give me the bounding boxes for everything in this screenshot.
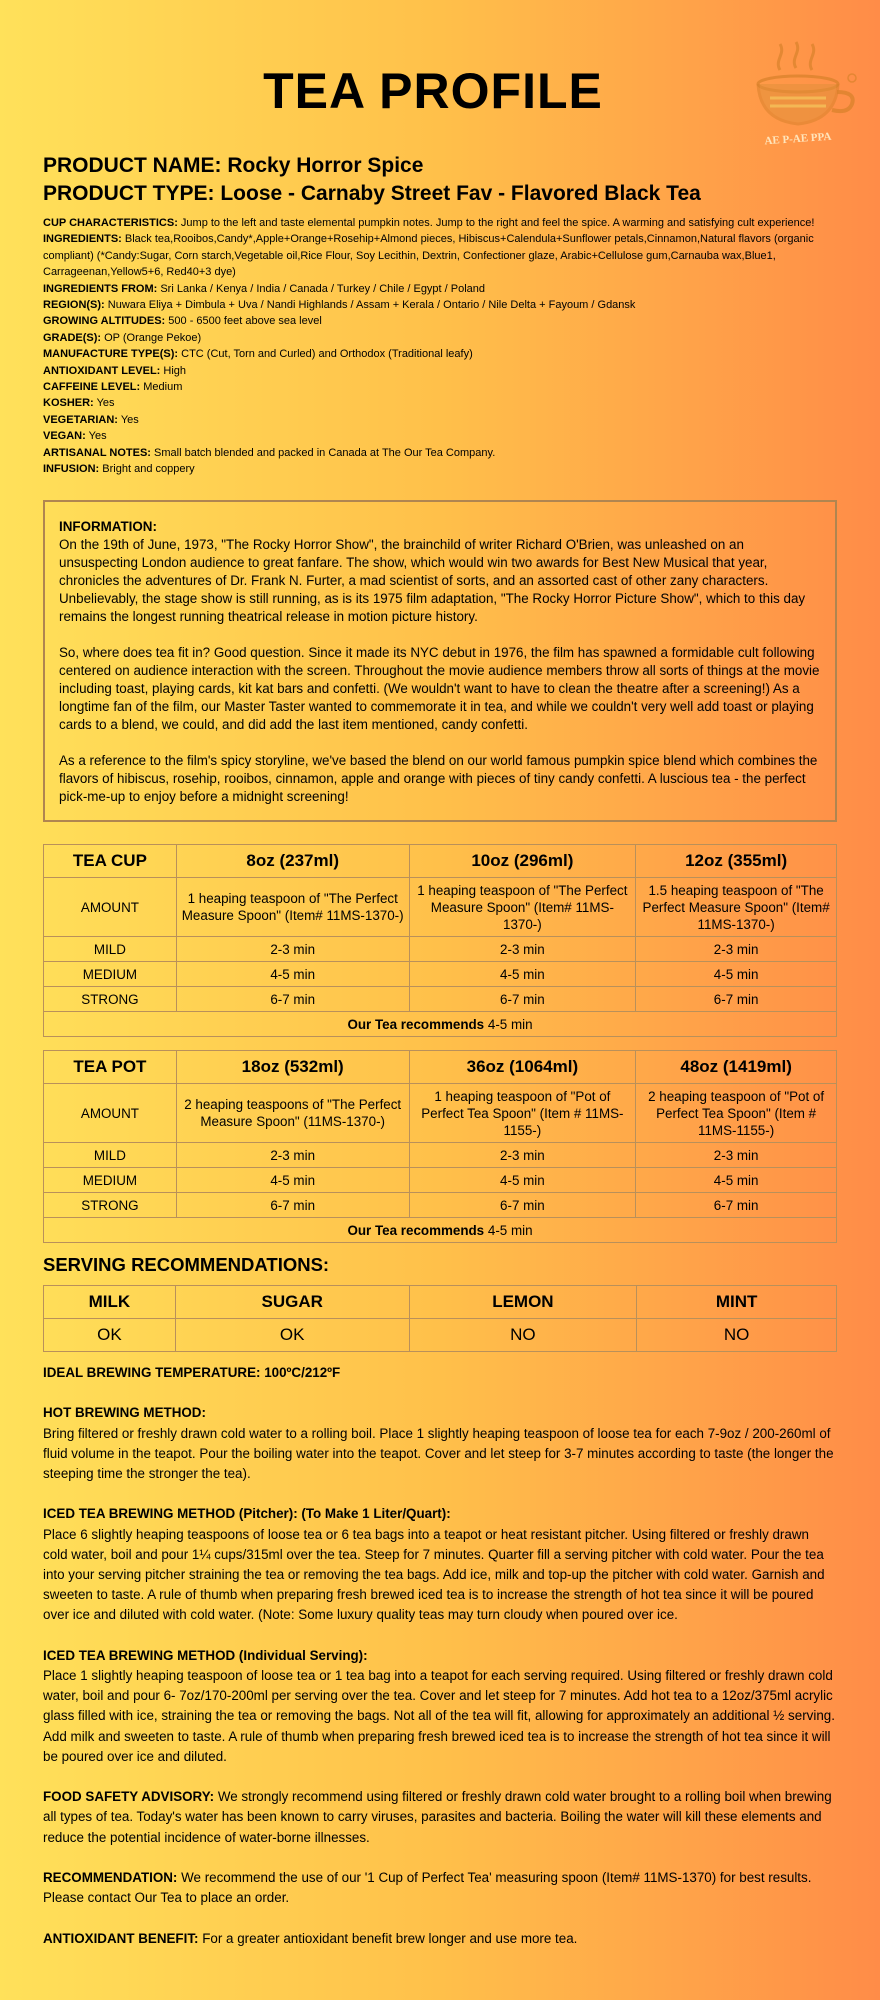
table-cell: STRONG [44, 1193, 177, 1218]
information-box [43, 500, 837, 822]
table-cell: 6-7 min [636, 1193, 837, 1218]
information-paragraph: On the 19th of June, 1973, "The Rocky Horror Show", the brainchild of writer Richard O'Brien, was unleashed on an unsuspecting London audience to great fanfare. The show, which would win two awards for Best New Musical that year, chronicles the adventures of Dr. Frank N. Furter, a mad scientist of sorts, and an assorted cast of other zany characters. Unbelievably, the stage show is still running, as is its 1975 film adaptation, "The Rocky Horror Picture Show", which to this day remains the longest running theatrical release in motion picture history. [59, 537, 806, 624]
table-cell: SUGAR [175, 1286, 409, 1319]
spec-label: REGION(S): [43, 299, 105, 312]
table-cell: AMOUNT [44, 1084, 177, 1143]
table-cell: 6-7 min [176, 987, 409, 1012]
table-cell: 48oz (1419ml) [636, 1051, 837, 1084]
table-cell: NO [409, 1319, 637, 1352]
table-cell: 1 heaping teaspoon of "The Perfect Measure Spoon" (Item# 11MS-1370-) [176, 878, 409, 937]
serving-table [43, 1285, 837, 1352]
table-cell: 4-5 min [409, 1168, 636, 1193]
table-cell: MILD [44, 1143, 177, 1168]
table-cell: 2-3 min [636, 937, 837, 962]
spec-value: Small batch blended and packed in Canada at The Our Tea Company. [154, 446, 496, 459]
table-cell: 18oz (532ml) [176, 1051, 409, 1084]
table-cell: 2-3 min [636, 1143, 837, 1168]
tea-cup-table [43, 844, 837, 1037]
spec-label: ARTISANAL NOTES: [43, 446, 151, 459]
table-cell: 4-5 min [636, 962, 837, 987]
tea-pot-table [43, 1050, 837, 1243]
table-cell: 2-3 min [176, 1143, 409, 1168]
table-cell: 4-5 min [176, 1168, 409, 1193]
spec-label: VEGETARIAN: [43, 413, 118, 426]
product-name: Rocky Horror Spice [227, 154, 424, 177]
table-cell: 8oz (237ml) [176, 845, 409, 878]
product-type-label: PRODUCT TYPE: [43, 182, 215, 205]
hot-method-label: HOT BREWING METHOD: [43, 1405, 206, 1421]
spec-value: Nuwara Eliya + Dimbula + Uva / Nandi Highlands / Assam + Kerala / Ontario / Nile Delta + Fayoum / Gdansk [107, 299, 636, 312]
table-cell: 36oz (1064ml) [409, 1051, 636, 1084]
information-paragraph: As a reference to the film's spicy storyline, we've based the blend on our world famous pumpkin spice blend which combines the flavors of hibiscus, rosehip, rooibos, cinnamon, apple and orange with pieces of tiny candy confetti. A luscious tea - the perfect pick-me-up to enjoy before a midnight screening! [59, 753, 818, 804]
table-cell: 1 heaping teaspoon of "Pot of Perfect Tea Spoon" (Item # 11MS-1155-) [409, 1084, 636, 1143]
spec-label: GROWING ALTITUDES: [43, 315, 166, 328]
spec-row [43, 461, 833, 477]
spec-label: INGREDIENTS: [43, 233, 122, 246]
spec-label: GRADE(S): [43, 331, 102, 344]
table-cell: MEDIUM [44, 962, 177, 987]
spec-row [43, 281, 833, 297]
brewing-section [43, 1363, 837, 1969]
spec-row [43, 330, 833, 346]
table-cell: 2-3 min [409, 937, 636, 962]
table-cell: LEMON [409, 1286, 637, 1319]
recommendation-row [44, 1012, 837, 1037]
spec-row [43, 297, 833, 313]
table-row [44, 1143, 837, 1168]
table-cell: 2-3 min [409, 1143, 636, 1168]
iced-single-label: ICED TEA BREWING METHOD (Individual Serving): [43, 1647, 368, 1663]
spec-value: Yes [88, 430, 107, 443]
table-row [44, 1193, 837, 1218]
spec-value: High [163, 364, 187, 377]
spec-row [43, 363, 833, 379]
table-cell: 12oz (355ml) [636, 845, 837, 878]
spec-list [43, 215, 833, 478]
table-cell: OK [44, 1319, 176, 1352]
tea-cup-logo-icon [740, 40, 870, 150]
table-row [44, 962, 837, 987]
spec-value: Jump to the left and taste elemental pumpkin notes. Jump to the right and feel the spice. A warming and satisfying cult experience! [180, 217, 815, 229]
spec-value: Yes [120, 413, 139, 426]
antioxidant-text: For a greater antioxidant benefit brew longer and use more tea. [202, 1930, 578, 1946]
spec-value: Black tea,Rooibos,Candy*,Apple+Orange+Rosehip+Almond pieces, Hibiscus+Calendula+Sunflower petals,Cinnamon,Natural flavors (organic compliant) (*Candy:Sugar, Corn starch,Vegetable oil,Rice Flour, Soy Lecithin, Dextrin, Confectioner glaze, Arabic+Cellulose gum,Carnauba wax,Blue1, Carrageenan,Yellow5+6, Red40+3 dye) [43, 233, 814, 279]
table-header-row [44, 845, 837, 878]
spec-row [43, 313, 833, 329]
recommendation-text: We recommend the use of our '1 Cup of Perfect Tea' measuring spoon (Item# 11MS-1370) for best results. Please contact Our Tea to place an order. [43, 1870, 812, 1906]
spec-label: ANTIOXIDANT LEVEL: [43, 364, 161, 377]
table-cell: MINT [637, 1286, 837, 1319]
table-cell: MEDIUM [44, 1168, 177, 1193]
table-cell: 4-5 min [409, 962, 636, 987]
spec-row [43, 445, 833, 461]
table-cell: 1 heaping teaspoon of "The Perfect Measure Spoon" (Item# 11MS-1370-) [409, 878, 636, 937]
spec-value: Bright and coppery [102, 463, 195, 476]
spec-label: KOSHER: [43, 397, 94, 410]
spec-label: INGREDIENTS FROM: [43, 282, 158, 295]
table-cell: STRONG [44, 987, 177, 1012]
table-cell: TEA POT [44, 1051, 177, 1084]
ideal-temperature: IDEAL BREWING TEMPERATURE: 100ºC/212ºF [43, 1365, 341, 1380]
table-cell: 6-7 min [409, 987, 636, 1012]
recommend-label: Our Tea recommends [347, 1016, 485, 1032]
table-cell: 2-3 min [176, 937, 409, 962]
recommend-value: 4-5 min [487, 1016, 533, 1032]
product-name-label: PRODUCT NAME: [43, 154, 222, 177]
table-cell: 2 heaping teaspoon of "Pot of Perfect Tea Spoon" (Item # 11MS-1155-) [636, 1084, 837, 1143]
table-cell: TEA CUP [44, 845, 177, 878]
recommendation-row [44, 1218, 837, 1243]
table-cell: OK [175, 1319, 409, 1352]
spec-label: INFUSION: [43, 463, 100, 476]
recommend-value: 4-5 min [487, 1222, 533, 1238]
table-cell: 2 heaping teaspoons of "The Perfect Measure Spoon" (11MS-1370-) [176, 1084, 409, 1143]
table-cell: 10oz (296ml) [409, 845, 636, 878]
table-cell: NO [637, 1319, 837, 1352]
table-row [44, 937, 837, 962]
antioxidant-label: ANTIOXIDANT BENEFIT: [43, 1930, 199, 1946]
table-cell: 1.5 heaping teaspoon of "The Perfect Measure Spoon" (Item# 11MS-1370-) [636, 878, 837, 937]
spec-row [43, 395, 833, 411]
spec-value: OP (Orange Pekoe) [104, 331, 202, 344]
table-row [44, 1319, 837, 1352]
spec-row [43, 412, 833, 428]
spec-label: VEGAN: [43, 430, 86, 443]
logo-text: AE P-AE PPA [764, 130, 832, 148]
spec-row [43, 346, 833, 362]
table-cell: 6-7 min [176, 1193, 409, 1218]
spec-row [43, 379, 833, 395]
spec-label: MANUFACTURE TYPE(S): [43, 348, 179, 361]
food-safety-text: We strongly recommend using filtered or freshly drawn cold water brought to a rolling boil when brewing all types of tea. Today's water has been known to carry viruses, parasites and bacteria. Boiling the water will kill these elements and reduce the potential incidence of water-borne illnesses. [43, 1789, 832, 1845]
iced-single-text: Place 1 slightly heaping teaspoon of loose tea or 1 tea bag into a teapot for each serving required. Using filtered or freshly drawn cold water, boil and pour 6- 7oz/170-200ml per serving over the tea. Cover and let steep for 7 minutes. Add hot tea to a 12oz/375ml acrylic glass filled with ice, straining the tea or removing the bags. Not all of the tea will fit, allowing for approximately an additional ½ serving. Add milk and sweeten to taste. A rule of thumb when preparing fresh brewed iced tea is to increase the strength of hot tea since it will be poured over ice and diluted. [43, 1668, 835, 1764]
iced-pitcher-label: ICED TEA BREWING METHOD (Pitcher): (To Make 1 Liter/Quart): [43, 1506, 451, 1522]
table-cell: 6-7 min [636, 987, 837, 1012]
table-row [44, 1168, 837, 1193]
table-row [44, 987, 837, 1012]
spec-row [43, 428, 833, 444]
table-row [44, 1084, 837, 1143]
food-safety-label: FOOD SAFETY ADVISORY: [43, 1789, 215, 1805]
table-cell: MILD [44, 937, 177, 962]
spec-value: Medium [143, 381, 183, 394]
recommendation-label: RECOMMENDATION: [43, 1870, 178, 1885]
recommend-label: Our Tea recommends [347, 1222, 485, 1238]
table-cell: 4-5 min [176, 962, 409, 987]
information-paragraph: So, where does tea fit in? Good question. Since it made its NYC debut in 1976, the film has spawned a formidable cult following centered on audience interaction with the screen. Throughout the movie audience members throw all sorts of things at the movie including toast, playing cards, kit kat bars and confetti. (We wouldn't want to have to clean the theatre after a screening!) As a longtime fan of the film, our Master Taster wanted to commemorate it in tea, and while we couldn't very well add toast or playing cards to a blend, we could, and did add the last item mentioned, candy confetti. [59, 645, 820, 732]
spec-value: CTC (Cut, Torn and Curled) and Orthodox (Traditional leafy) [181, 348, 473, 361]
table-row [44, 878, 837, 937]
information-heading: INFORMATION: [59, 519, 157, 534]
product-header [43, 152, 701, 208]
iced-pitcher-text: Place 6 slightly heaping teaspoons of loose tea or 6 tea bags into a teapot or heat resistant pitcher. Using filtered or freshly drawn cold water, boil and pour 1¼ cups/315ml over the tea. Steep for 7 minutes. Quarter fill a serving pitcher with cold water. Pour the tea into your serving pitcher straining the tea or removing the tea bags. Add ice, milk and top-up the pitcher with cold water. Garnish and sweeten to taste. A rule of thumb when preparing fresh brewed iced tea is to increase the strength of hot tea since it will be poured over ice and diluted with cold water. (Note: Some luxury quality teas may turn cloudy when poured over ice. [43, 1526, 825, 1623]
spec-row [43, 231, 833, 280]
hot-method-text: Bring filtered or freshly drawn cold water to a rolling boil. Place 1 slightly heaping teaspoon of loose tea for each 7-9oz / 200-260ml of fluid volume in the teapot. Pour the boiling water into the teapot. Cover and let steep for 3-7 minutes according to taste (the longer the steeping time the stronger the tea). [43, 1425, 834, 1481]
table-cell: MILK [44, 1286, 176, 1319]
spec-value: 500 - 6500 feet above sea level [168, 315, 322, 328]
product-type: Loose - Carnaby Street Fav - Flavored Black Tea [220, 182, 701, 205]
table-cell: 4-5 min [636, 1168, 837, 1193]
spec-value: Yes [96, 397, 115, 410]
table-cell: AMOUNT [44, 878, 177, 937]
spec-value: Sri Lanka / Kenya / India / Canada / Turkey / Chile / Egypt / Poland [160, 282, 486, 295]
table-cell: 6-7 min [409, 1193, 636, 1218]
spec-row [43, 215, 833, 231]
spec-label: CUP CHARACTERISTICS: [43, 217, 178, 229]
table-header-row [44, 1286, 837, 1319]
serving-title: SERVING RECOMMENDATIONS: [43, 1254, 330, 1275]
table-header-row [44, 1051, 837, 1084]
page-title: TEA PROFILE [263, 63, 603, 119]
spec-label: CAFFEINE LEVEL: [43, 381, 141, 394]
